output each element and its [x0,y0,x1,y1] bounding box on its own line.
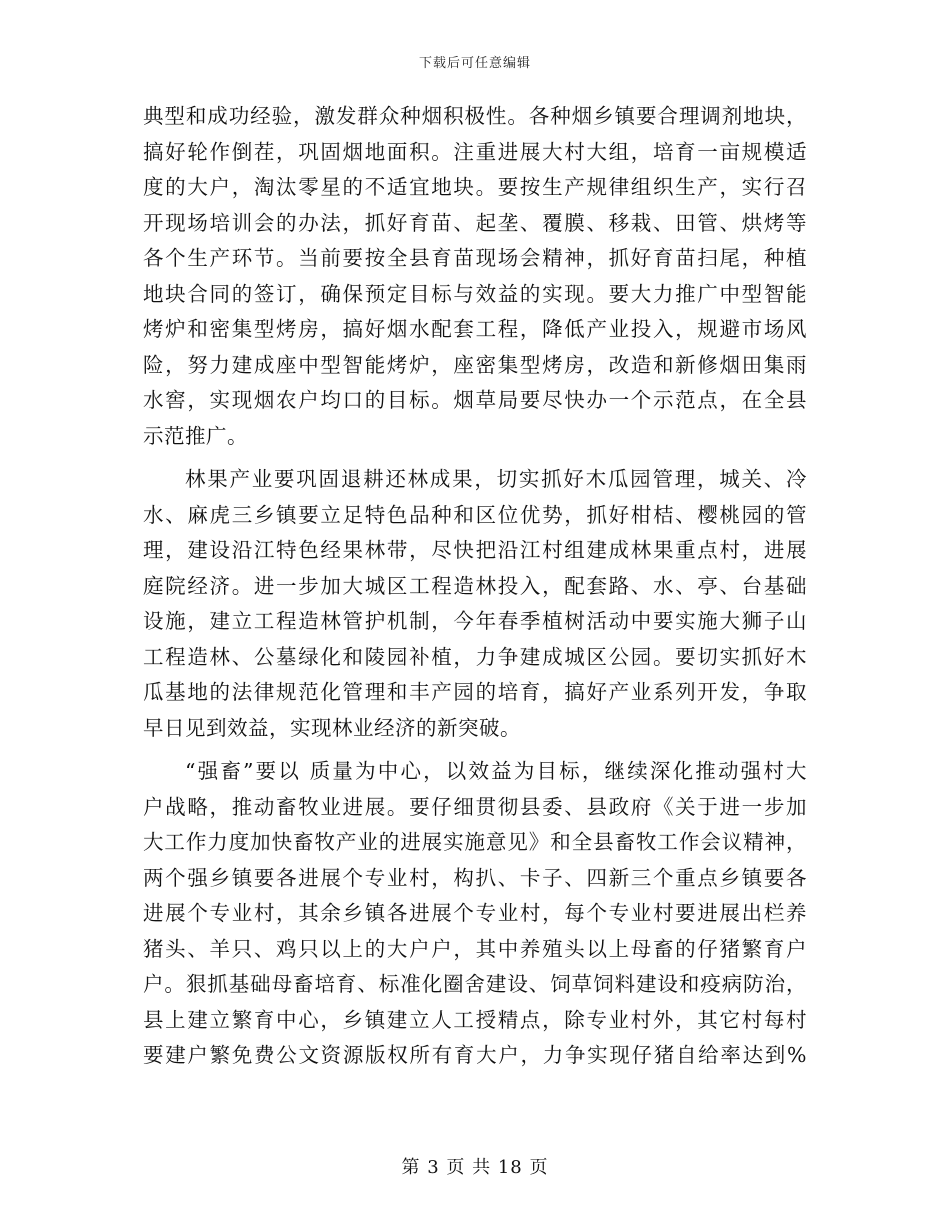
text-line: 早日见到效益，实现林业经济的新突破。 [143,715,521,740]
text-line: 地块合同的签订，确保预定目标与效益的实现。要大力推广中型智能 [143,281,807,306]
paragraph-gap [143,746,807,754]
text-line: 户战略，推动畜牧业进展。要仔细贯彻县委、县政府《关于进一步加 [143,794,807,819]
text-line: “强畜”要以 质量为中心，以效益为目标，继续深化推动强村大 [185,759,807,783]
text-line: 进展个专业村，其余乡镇各进展个专业村，每个专业村要进展出栏养 [143,901,807,925]
text-line: 开现场培训会的办法，抓好育苗、起垄、覆膜、移栽、田管、烘烤等 [143,210,807,235]
text-line: 工程造林、公墓绿化和陵园补植，力争建成城区公园。要切实抓好木 [143,644,807,669]
text-line: 县上建立繁育中心，乡镇建立人工授精点，除专业村外，其它村每村 [143,1007,807,1032]
page-number: 第 3 页 共 18 页 [401,1157,549,1178]
document-body [143,99,807,1074]
paragraph-3 [143,754,807,1074]
text-line: 险，努力建成座中型智能烤炉，座密集型烤房，改造和新修烟田集雨 [143,352,807,377]
text-line: 度的大户，淘汰零星的不适宜地块。要按生产规律组织生产，实行召 [143,175,807,199]
text-line: 设施，建立工程造林管护机制，今年春季植树活动中要实施大狮子山 [143,609,807,633]
text-line: 要建户繁免费公文资源版权所有育大户，力争实现仔猪自给率达到% [143,1043,807,1067]
text-line: 户。狠抓基础母畜培育、标准化圈舍建设、饲草饲料建设和疫病防治， [143,972,807,996]
text-line: 猪头、羊只、鸡只以上的大户户，其中养殖头以上母畜的仔猪繁育户 [143,936,807,961]
text-line: 示范推广。 [143,423,248,448]
text-line: 烤炉和密集型烤房，搞好烟水配套工程，降低产业投入，规避市场风 [143,317,807,341]
page-header: 下载后可任意编辑 [418,56,531,71]
text-line: 水窖，实现烟农户均口的目标。烟草局要尽快办一个示范点，在全县 [143,388,807,412]
text-line: 各个生产环节。当前要按全县育苗现场会精神，抓好育苗扫尾，种植 [143,246,807,270]
text-line: 大工作力度加快畜牧产业的进展实施意见》和全县畜牧工作会议精神， [143,830,807,854]
paragraph-gap [143,454,807,462]
text-line: 理，建设沿江特色经果林带，尽快把沿江村组建成林果重点村，进展 [143,538,807,562]
text-line: 两个强乡镇要各进展个专业村，构扒、卡子、四新三个重点乡镇要各 [143,865,807,890]
text-line: 水、麻虎三乡镇要立足特色品种和区位优势，抓好柑桔、樱桃园的管 [143,502,807,527]
text-line: 瓜基地的法律规范化管理和丰产园的培育，搞好产业系列开发，争取 [143,680,807,704]
paragraph-1 [143,99,807,454]
text-line: 典型和成功经验，激发群众种烟积极性。各种烟乡镇要合理调剂地块， [143,104,807,128]
text-line: 庭院经济。进一步加大城区工程造林投入，配套路、水、亭、台基础 [143,573,807,598]
text-line: 搞好轮作倒茬，巩固烟地面积。注重进展大村大组，培育一亩规模适 [143,139,807,164]
text-line: 林果产业要巩固退耕还林成果，切实抓好木瓜园管理，城关、冷 [185,467,807,491]
paragraph-2 [143,462,807,746]
